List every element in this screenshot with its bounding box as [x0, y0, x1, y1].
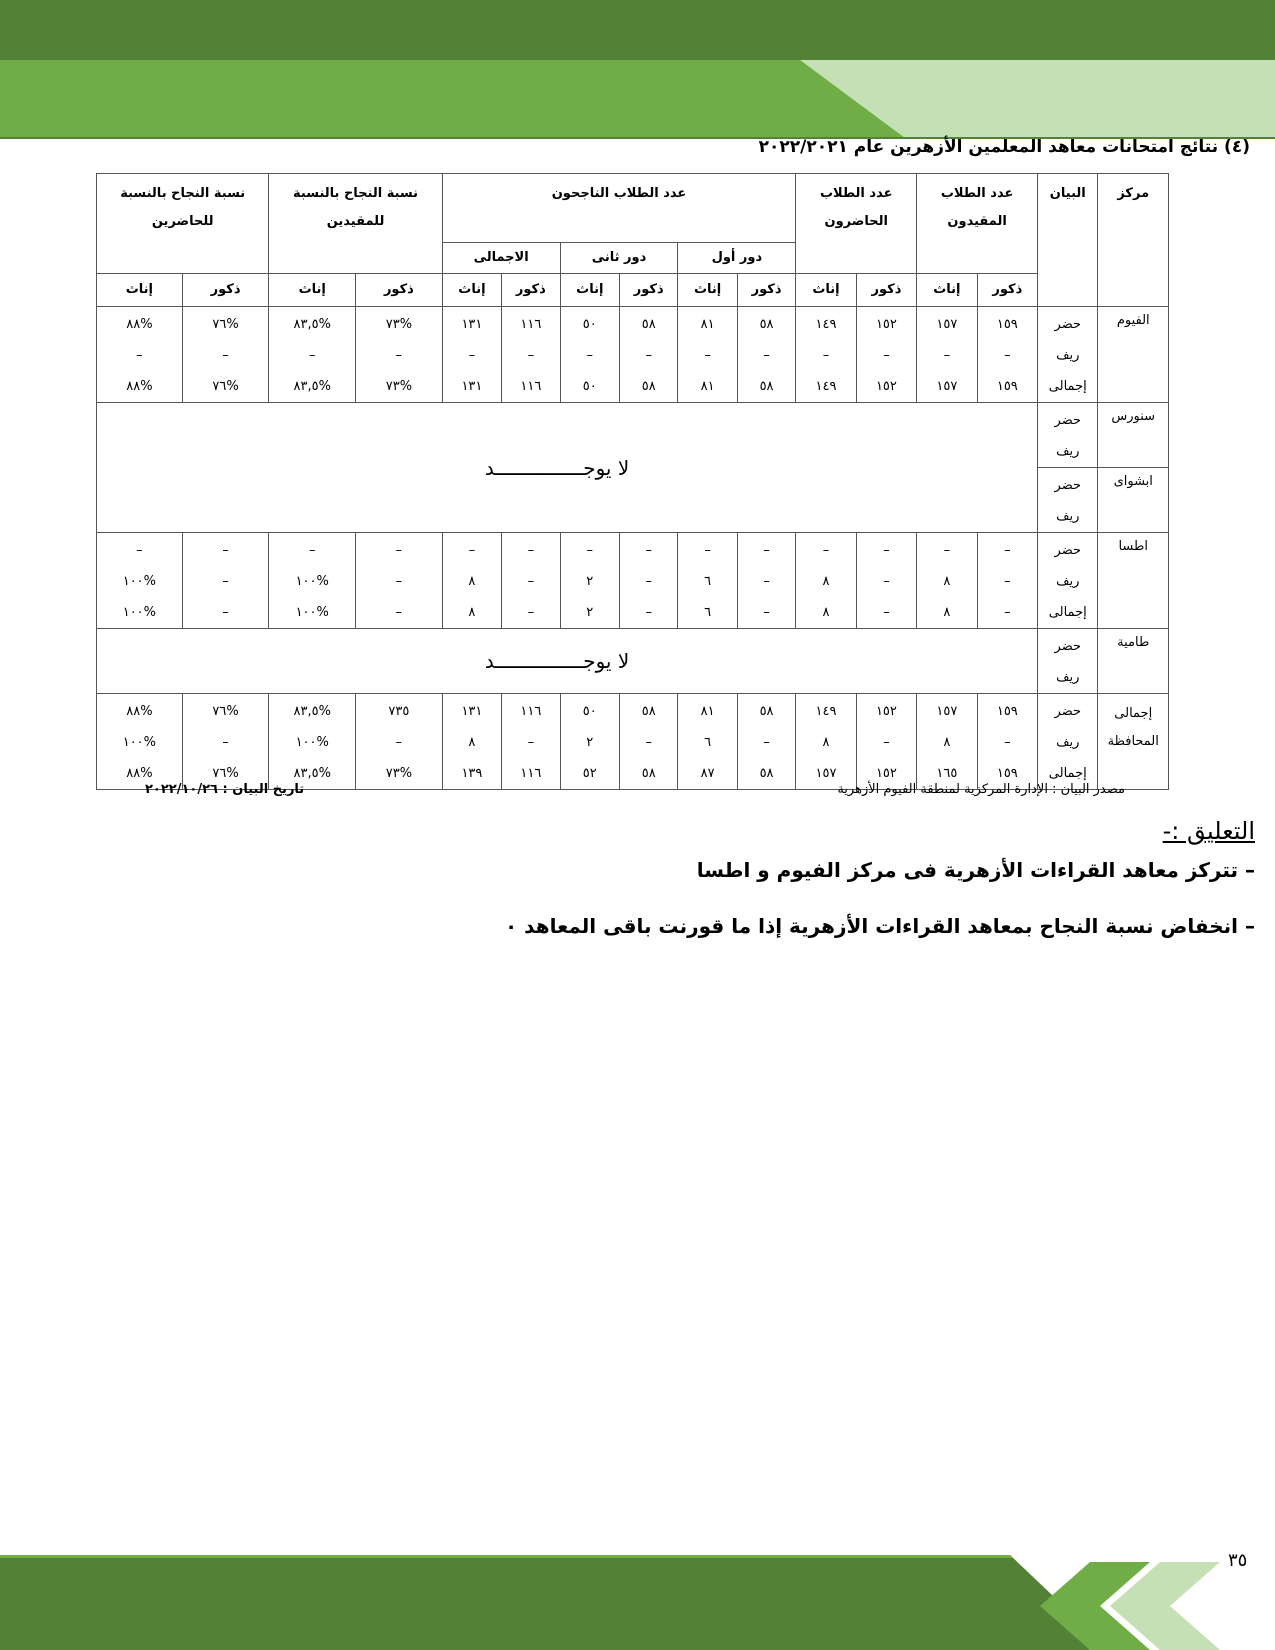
value-cell: ٧٣٥ – %٧٣ — [356, 694, 443, 790]
no-data-label: لا يوجـــــــــــــــد — [484, 455, 630, 480]
header-males: ذكور — [502, 274, 560, 307]
value-cell: ١٥٧ ٨ ١٦٥ — [917, 694, 977, 790]
table-row-governorate — [97, 694, 1169, 790]
value-cell: – %١٠٠ %١٠٠ — [269, 533, 356, 629]
header-total: الاجمالى — [442, 243, 560, 274]
header-females: إناث — [560, 274, 619, 307]
value-cell: ٨١ – ٨١ — [678, 307, 737, 403]
header-center: مركز — [1098, 174, 1169, 307]
page-number: ٣٥ — [1228, 1550, 1248, 1571]
value-cell: %٧٣ – %٧٣ — [356, 307, 443, 403]
center-name: سنورس — [1098, 403, 1169, 468]
value-cell: ١٤٩ ٨ ١٥٧ — [796, 694, 856, 790]
header-males: ذكور — [737, 274, 795, 307]
statement-cell: حضر ريف — [1038, 629, 1098, 694]
no-data-cell — [97, 403, 1038, 533]
center-name: طامية — [1098, 629, 1169, 694]
value-cell: ٥٨ – ٥٨ — [737, 694, 795, 790]
value-cell: – – – — [977, 533, 1037, 629]
header-females: إناث — [442, 274, 501, 307]
header-second-round: دور ثانى — [560, 243, 678, 274]
header-row-gender — [97, 274, 1169, 307]
statement-cell: حضر ريف إجمالى — [1038, 533, 1098, 629]
statement-cell: حضر ريف إجمالى — [1038, 307, 1098, 403]
data-source: مصدر البيان : الإدارة المركزية لمنطقة الفيوم الأزهرية — [837, 782, 1125, 797]
header-passed: عدد الطلاب الناجحون — [442, 174, 796, 243]
value-cell: – ٢ ٢ — [560, 533, 619, 629]
no-data-cell — [97, 629, 1038, 694]
header-females: إناث — [678, 274, 737, 307]
value-cell: ١٥٢ – ١٥٢ — [856, 694, 916, 790]
value-cell: – – – — [502, 533, 560, 629]
statement-cell: حضر ريف إجمالى — [1038, 694, 1098, 790]
comment-heading: التعليق :- — [1162, 817, 1255, 845]
value-cell: – – – — [182, 533, 269, 629]
value-cell: – ٨ ٨ — [917, 533, 977, 629]
header-females: إناث — [269, 274, 356, 307]
header-males: ذكور — [356, 274, 443, 307]
value-cell: %٧٦ – %٧٦ — [182, 307, 269, 403]
value-cell: %٧٦ – %٧٦ — [182, 694, 269, 790]
header-pass-rate-present: نسبة النجاح بالنسبة للحاضرين — [97, 174, 269, 274]
value-cell: %٨٣,٥ %١٠٠ %٨٣,٥ — [269, 694, 356, 790]
results-table — [96, 173, 1169, 790]
header-males: ذكور — [977, 274, 1037, 307]
center-name: اطسا — [1098, 533, 1169, 629]
value-cell: – – – — [620, 533, 678, 629]
value-cell: – ٨ ٨ — [796, 533, 856, 629]
value-cell: ١١٦ – ١١٦ — [502, 694, 560, 790]
statement-cell: حضر ريف — [1038, 468, 1098, 533]
center-name: ابشواى — [1098, 468, 1169, 533]
value-cell: – ٦ ٦ — [678, 533, 737, 629]
value-cell: ١٣١ ٨ ١٣٩ — [442, 694, 501, 790]
header-females: إناث — [796, 274, 856, 307]
header-row-top — [97, 174, 1169, 243]
footer-banner — [0, 1550, 1275, 1650]
header-banner — [0, 0, 1275, 140]
list-item: – تتركز معاهد القراءات الأزهرية فى مركز الفيوم و اطسا — [696, 858, 1255, 882]
value-cell: ٥٨ – ٥٨ — [620, 694, 678, 790]
header-males: ذكور — [182, 274, 269, 307]
value-cell: ١١٦ – ١١٦ — [502, 307, 560, 403]
comment-list — [155, 858, 1255, 970]
value-cell: %٨٨ %١٠٠ %٨٨ — [97, 694, 183, 790]
value-cell: – %١٠٠ %١٠٠ — [97, 533, 183, 629]
data-date: تاريخ البيان : ٢٠٢٢/١٠/٢٦ — [145, 782, 305, 797]
value-cell: ١٥٢ – ١٥٢ — [856, 307, 916, 403]
value-cell: ٥٠ ٢ ٥٢ — [560, 694, 619, 790]
value-cell: ١٥٧ – ١٥٧ — [917, 307, 977, 403]
header-pass-rate-enrolled: نسبة النجاح بالنسبة للمقيدين — [269, 174, 442, 274]
header-females: إناث — [97, 274, 183, 307]
header-present: عدد الطلاب الحاضرون — [796, 174, 917, 274]
value-cell: ١٤٩ – ١٤٩ — [796, 307, 856, 403]
value-cell: ١٥٩ – ١٥٩ — [977, 694, 1037, 790]
table-row-itsa — [97, 533, 1169, 629]
header-enrolled: عدد الطلاب المقيدون — [917, 174, 1038, 274]
table-row-tamiya — [97, 629, 1169, 694]
value-cell: ٥٠ – ٥٠ — [560, 307, 619, 403]
center-name: إجمالى المحافظة — [1098, 694, 1169, 790]
header-first-round: دور أول — [678, 243, 796, 274]
value-cell: – – – — [356, 533, 443, 629]
header-females: إناث — [917, 274, 977, 307]
center-name: الفيوم — [1098, 307, 1169, 403]
value-cell: %٨٣,٥ – %٨٣,٥ — [269, 307, 356, 403]
value-cell: ١٥٩ – ١٥٩ — [977, 307, 1037, 403]
statement-cell: حضر ريف — [1038, 403, 1098, 468]
header-males: ذكور — [620, 274, 678, 307]
header-males: ذكور — [856, 274, 916, 307]
value-cell: – ٨ ٨ — [442, 533, 501, 629]
value-cell: ٨١ ٦ ٨٧ — [678, 694, 737, 790]
header-statement: البيان — [1038, 174, 1098, 307]
table-title: (٤) نتائج امتحانات معاهد المعلمين الأزهرين عام ٢٠٢٢/٢٠٢١ — [758, 137, 1250, 157]
value-cell: ٥٨ – ٥٨ — [620, 307, 678, 403]
value-cell: %٨٨ – %٨٨ — [97, 307, 183, 403]
value-cell: – – – — [856, 533, 916, 629]
no-data-label: لا يوجـــــــــــــــد — [484, 649, 630, 673]
table-row-sinnuris — [97, 403, 1169, 468]
value-cell: – – – — [737, 533, 795, 629]
list-item: – انخفاض نسبة النجاح بمعاهد القراءات الأزهرية إذا ما قورنت باقى المعاهد ٠ — [504, 914, 1255, 938]
value-cell: ٥٨ – ٥٨ — [737, 307, 795, 403]
table-row-fayoum — [97, 307, 1169, 403]
value-cell: ١٣١ – ١٣١ — [442, 307, 501, 403]
